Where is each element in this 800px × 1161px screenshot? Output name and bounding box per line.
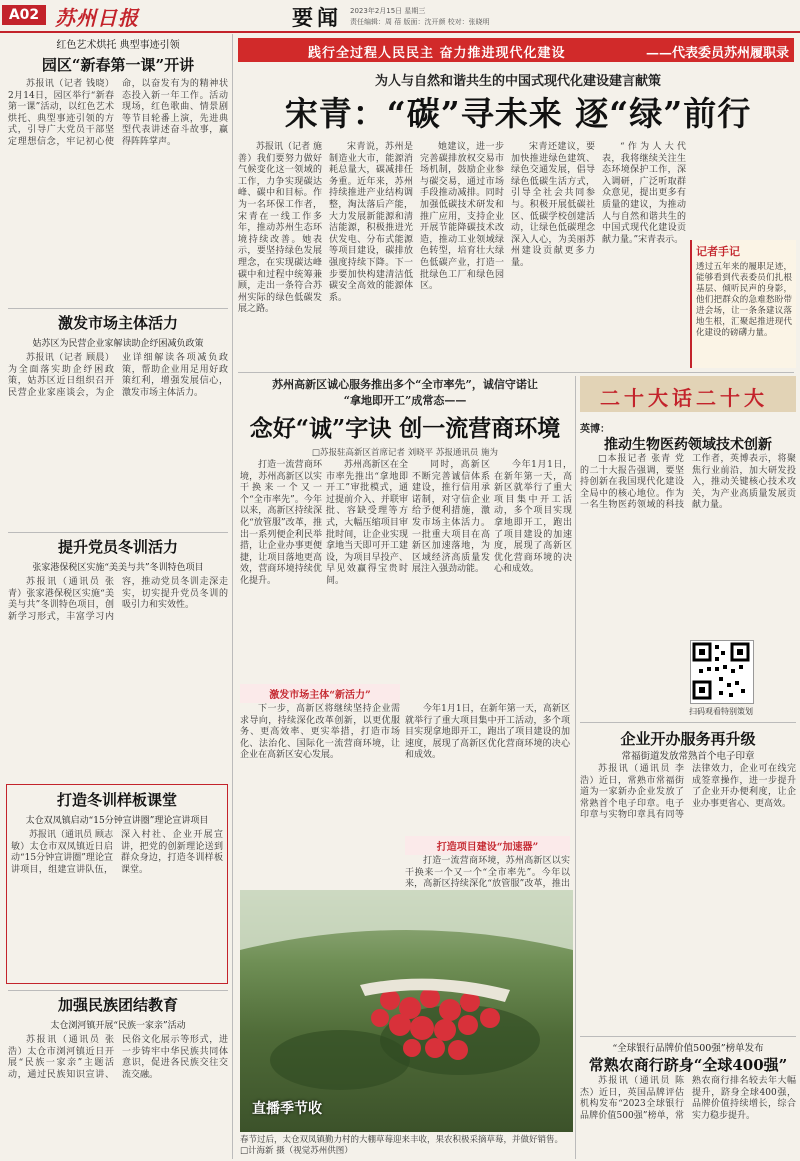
lead-col-5 xyxy=(602,142,686,364)
right-rule-2 xyxy=(580,1036,796,1037)
second-col-3 xyxy=(412,460,490,680)
left-article-1 xyxy=(8,36,228,294)
r1-para: □本报记者 张青 党的二十大报告强调，要坚持创新在我国现代化建设全局中的核心地位。作为一名生物医药领域的科技工作者，英博表示，将聚焦行业前沿，加大研发投入，推动关键核心技术攻关，为产业高质量发展贡献力量。 xyxy=(580,454,796,511)
left-article-5 xyxy=(8,994,228,1153)
editors-line: 责任编辑：周 蓓 版面：沈开颜 校对：张晓明 xyxy=(350,18,490,26)
left-a4-title: 打造冬训样板课堂 xyxy=(56,791,177,809)
left-a1-title: 园区“新春第一课”开讲 xyxy=(41,56,195,74)
left-top-tag: 红色艺术烘托 典型事迹引领 xyxy=(56,40,180,51)
column-banner-text: 二十大话二十大 xyxy=(600,386,768,410)
paper-name: 苏州日报 xyxy=(55,6,139,30)
r3-title: 常熟农商行跻身“全球400强” xyxy=(588,1056,788,1074)
lead-col-1 xyxy=(238,142,322,364)
left-divider xyxy=(232,34,233,1159)
left-a4-text xyxy=(11,830,223,978)
strawberry-illustration xyxy=(240,890,573,1132)
r2-para: 苏报讯（通讯员 李浩）近日，常熟市常福街道为一家新办企业发放了常熟首个电子印章。电子印章与实物印章具有同等法律效力，企业可在线完成签章操作，进一步提升了企业开办便利度，让企业办事更省心、更高效。 xyxy=(580,764,796,821)
photo-caption-text: 春节过后，太仓双凤镇勤力村的大棚草莓迎来丰收，果农积极采摘草莓，并做好销售。 xyxy=(240,1135,564,1145)
left-a5-sub: 太仓浏河镇开展“民族一家亲”活动 xyxy=(50,1021,186,1031)
second-col-7 xyxy=(405,856,570,890)
left-a2-text xyxy=(8,353,228,528)
lead-col-2 xyxy=(329,142,413,364)
second-col-1 xyxy=(240,460,322,680)
editor-note xyxy=(690,240,796,368)
left-a3-para: 苏报讯（通讯员 张青）张家港保税区实施“美美与共”冬训特色项目，创新学习形式，丰富学习内容，推动党员冬训走深走实，切实提升党员冬训的吸引力和实效性。 xyxy=(8,577,228,622)
left-rule-1 xyxy=(8,308,228,309)
r1-title: 推动生物医药领域技术创新 xyxy=(604,437,772,453)
masthead xyxy=(0,0,800,30)
second-para-1: 打造一流营商环境，苏州高新区以实干换来一个又一个“全市率先”。今年以来，高新区持续深化“放管服”改革，推出一系列便企利民举措，让企业办事更便捷，让项目落地更高效，营商环境持续优化提升。 xyxy=(240,460,322,586)
left-a1-para: 苏报讯（记者 钱晓）2月14日，园区举行“新春第一课”活动，以红色艺术烘托、典型事迹引领的方式，引导广大党员干部坚定理想信念，牢记初心使命，以奋发有为的精神状态投入新一年工作。活动现场，红色歌曲、情景剧等节目轮番上演，先进典型代表讲述奋斗故事，赢得阵阵掌声。 xyxy=(8,79,228,147)
column-banner xyxy=(580,376,796,412)
lead-para-4: 宋青还建议，要加快推进绿色建筑、绿色交通发展，倡导绿色低碳生活方式，引导全社会共同参与。积极开展低碳社区、低碳学校创建活动，让绿色低碳理念深入人心，为美丽苏州建设贡献更多力量。 xyxy=(511,142,595,268)
qr-code-icon xyxy=(691,641,751,701)
left-article-2 xyxy=(8,312,228,528)
r3-text xyxy=(580,1076,796,1158)
lead-para-5: “作为人大代表，我将继续关注生态环境保护工作，深入调研，广泛听取群众意见，提出更多有质量的建议，为推动人与自然和谐共生的中国式现代化建设贡献力量。”宋青表示。 xyxy=(602,142,686,245)
second-para-6: 今年1月1日，在新年第一天，高新区就举行了重大项目集中开工活动，多个项目实现拿地即开工，跑出了项目建设的加速度，展现了高新区优化营商环境的决心和成效。 xyxy=(405,704,570,761)
r3-para: 苏报讯（通讯员 陈杰）近日，英国品牌评估机构发布“2023全球银行品牌价值500强”榜单，常熟农商行排名较去年大幅提升，跻身全球400强，品牌价值持续增长，综合实力稳步提升。 xyxy=(580,1076,796,1121)
left-a5-para: 苏报讯（通讯员 张浩）太仓市浏河镇近日开展“民族一家亲”主题活动，通过民族知识宣讲、民俗文化展示等形式，进一步铸牢中华民族共同体意识，促进各民族交往交流交融。 xyxy=(8,1035,228,1080)
photo-caption xyxy=(240,1135,573,1157)
lead-title: 宋青：“碳”寻未来 逐“绿”前行 xyxy=(284,94,752,133)
editor-note-text: 透过五年来的履职足迹，能够看到代表委员们扎根基层、倾听民声的身影，他们把群众的急难愁盼带进会场，让一条条建议落地生根，汇聚起推进现代化建设的磅礴力量。 xyxy=(696,262,792,338)
left-a2-sub: 姑苏区为民营企业家解读助企纾困减负政策 xyxy=(32,339,204,349)
left-rule-2 xyxy=(8,532,228,533)
date-line: 2023年2月15日 星期三 xyxy=(350,7,426,15)
left-rule-3 xyxy=(8,990,228,991)
left-a2-title: 激发市场主体活力 xyxy=(57,314,178,332)
left-article-3 xyxy=(8,536,228,775)
banner-text: 践行全过程人民民主 奋力推进现代化建设 xyxy=(308,46,566,61)
lead-col-3 xyxy=(420,142,504,364)
left-a4-sub: 太仓双凤镇启动“15分钟宣讲圈”理论宣讲项目 xyxy=(25,816,209,826)
editor-note-title: 记者手记 xyxy=(696,245,740,258)
left-a1-text xyxy=(8,79,228,294)
r1-text xyxy=(580,454,796,640)
left-article-4 xyxy=(6,784,228,984)
r3-kicker: “全球银行品牌价值500强”榜单发布 xyxy=(612,1043,764,1054)
second-col-2 xyxy=(326,460,408,680)
second-title: 念好“诚”字诀 创一流营商环境 xyxy=(249,415,561,442)
right-divider xyxy=(575,376,576,1159)
lead-body xyxy=(238,142,686,366)
r2-text xyxy=(580,764,796,1034)
left-a5-title: 加强民族团结教育 xyxy=(57,996,178,1014)
second-para-3: 同时，高新区不断完善诚信体系建设，推行信用承诺制，对守信企业给予便利措施，激发市场主体活力。一批重大项目在高新区加速落地，为区域经济高质量发展注入强劲动能。 xyxy=(412,460,490,575)
lead-col-4 xyxy=(511,142,595,364)
strawberry-photo xyxy=(240,890,573,1132)
qr-code[interactable] xyxy=(690,640,754,704)
second-col-4 xyxy=(494,460,572,680)
lead-para-3: 她建议，进一步完善碳排放权交易市场机制，鼓励企业参与碳交易，通过市场手段推动减排。同时加强低碳技术研发和推广应用，支持企业开展节能降碳技术改造，推动工业领域绿色转型，培育壮大绿色低碳产业，打造一批绿色工厂和绿色园区。 xyxy=(420,142,504,292)
lead-kicker: 为人与自然和谐共生的中国式现代化建设建言献策 xyxy=(374,74,661,89)
left-a4-para: 苏报讯（通讯员 顾志敏）太仓市双凤镇近日启动“15分钟宣讲圈”理论宣讲项目，组建宣讲队伍，深入村社、企业开展宣讲，把党的创新理论送到群众身边，打造冬训样板课堂。 xyxy=(11,830,223,875)
second-byline: □苏报驻高新区首席记者 刘晓平 苏报通讯员 施为 xyxy=(311,448,499,458)
r1-kicker: 英博： xyxy=(580,424,610,435)
section-name: 要闻 xyxy=(292,6,342,30)
second-para-2: 苏州高新区在全市率先推出“拿地即开工”审批模式，通过提前介入、并联审批、容缺受理等方式，大幅压缩项目审批时间，让企业实现拿地当天即可开工建设，为项目早投产、早见效赢得宝贵时间。 xyxy=(326,460,408,586)
banner-right: ——代表委员苏州履职录 xyxy=(646,46,790,61)
left-a2-para: 苏报讯（记者 顾晨）为全面落实助企纾困政策，姑苏区近日组织召开民营企业家座谈会，为企业详细解读各项减负政策，帮助企业用足用好政策红利，增强发展信心，激发市场主体活力。 xyxy=(8,353,228,398)
second-kicker-a: 苏州高新区诚心服务推出多个“全市率先”，诚信守诺让 xyxy=(272,378,538,391)
lead-para-2: 宋青说，苏州是制造业大市，能源消耗总量大，碳减排任务重。近年来，苏州持续推进产业结构调整，淘汰落后产能，大力发展新能源和清洁能源，积极推进光伏发电、分布式能源等项目建设，碳排放强度持续下降。下一步要加快构建清洁低碳安全高效的能源体系。 xyxy=(329,142,413,303)
photo-overlay-text: 直播季节收 xyxy=(252,1101,322,1117)
second-para-7: 打造一流营商环境，苏州高新区以实干换来一个又一个“全市率先”。今年以来，高新区持续深化“放管服”改革，推出 xyxy=(405,856,570,890)
second-sub-b: 打造项目建设“加速器” xyxy=(405,836,570,855)
r2-title: 企业开办服务再升级 xyxy=(620,730,756,748)
left-a3-text xyxy=(8,577,228,775)
left-a5-text xyxy=(8,1035,228,1153)
page-code: A02 xyxy=(2,5,46,25)
photo-credit: □计海新 摄（视觉苏州供图） xyxy=(240,1146,353,1156)
left-a3-sub: 张家港保税区实施“美美与共”冬训特色项目 xyxy=(32,563,204,573)
top-banner xyxy=(238,38,794,62)
left-a3-title: 提升党员冬训活力 xyxy=(57,538,178,556)
second-para-5: 下一步，高新区将继续坚持企业需求导向，持续深化改革创新，以更优服务、更高效率、更实举措，打造市场化、法治化、国际化一流营商环境，让企业在高新区安心发展。 xyxy=(240,704,400,761)
masthead-rule xyxy=(0,31,800,33)
second-col-5 xyxy=(240,704,400,884)
second-para-4: 今年1月1日，在新年第一天，高新区就举行了重大项目集中开工活动，多个项目实现拿地即开工，跑出了项目建设的加速度，展现了高新区优化营商环境的决心和成效。 xyxy=(494,460,572,575)
r2-sub: 常福街道发放常熟首个电子印章 xyxy=(621,751,755,762)
second-col-6 xyxy=(405,704,570,830)
qr-caption: 扫码观看特别策划 xyxy=(689,707,753,716)
right-rule-1 xyxy=(580,722,796,723)
second-kicker-b: “拿地即开工”成常态—— xyxy=(343,394,467,407)
lead-rule xyxy=(238,372,794,373)
second-sub-a: 激发市场主体“新活力” xyxy=(240,684,400,703)
lead-para-1: 苏报讯（记者 施善）我们要努力做好气候变化这一领域的工作，力争实现碳达峰、碳中和目标。作为一名环保工作者，宋青在一线工作多年，推动苏州生态环境持续改善。她表示，要坚持绿色发展理念，在实现碳达峰碳中和过程中统筹兼顾，走出一条符合苏州实际的绿色低碳发展之路。 xyxy=(238,142,322,315)
